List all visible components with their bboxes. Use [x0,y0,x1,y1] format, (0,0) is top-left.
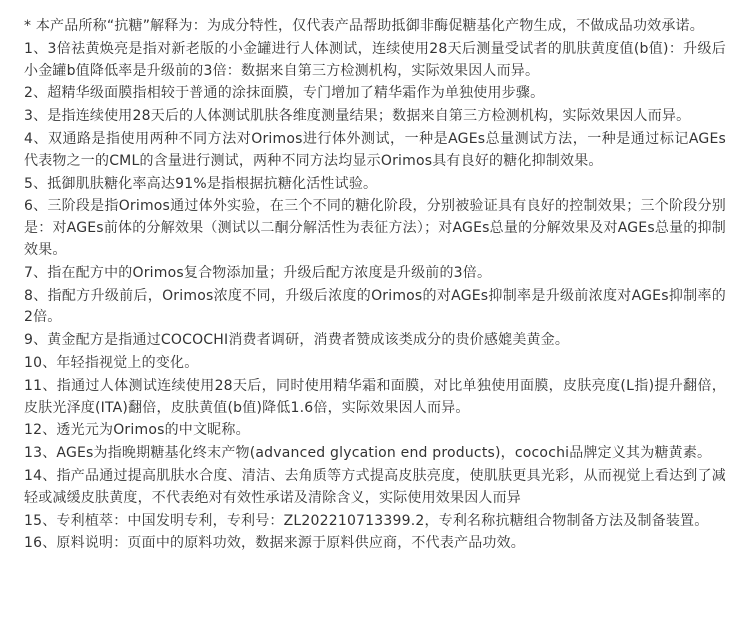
footnote-15: 15、专利植萃：中国发明专利，专利号：ZL202210713399.2，专利名称抗糖组合物制备方法及制备装置。 [24,512,709,529]
footnote-asterisk: * 本产品所称“抗糖”解释为：为成分特性，仅代表产品帮助抵御非酶促糖基化产物生成，不做成品功效承诺。 [24,18,704,34]
footnote-1: 1、3倍祛黄焕亮是指对新老版的小金罐进行人体测试，连续使用28天后测量受试者的肌肤黄度值(b值)：升级后小金罐b值降低率是升级前的3倍：数据来自第三方检测机构，实际效果因人而异。 [24,40,726,79]
footnote-7: 7、指在配方中的Orimos复合物添加量；升级后配方浓度是升级前的3倍。 [24,264,492,281]
footnote-2: 2、超精华级面膜指相较于普通的涂抹面膜，专门增加了精华霜作为单独使用步骤。 [24,85,545,102]
footnote-9: 9、黄金配方是指通过COCOCHI消费者调研，消费者赞成该类成分的贵价感媲美黄金。 [24,332,570,349]
footnote-16: 16、原料说明：页面中的原料功效，数据来源于原料供应商，不代表产品功效。 [24,535,526,552]
footnote-5: 5、抵御肌肤糖化率高达91%是指根据抗糖化活性试验。 [24,175,378,192]
footnote-6: 6、三阶段是指Orimos通过体外实验，在三个不同的糖化阶段，分别被验证具有良好的控制效果；三个阶段分别是：对AGEs前体的分解效果（测试以二酮分解活性为表征方法）；对AGEs总量的分解效果及对AGEs总量的抑制效果。 [24,198,726,258]
footnote-10: 10、年轻指视觉上的变化。 [24,354,199,371]
footnote-8: 8、指配方升级前后，Orimos浓度不同，升级后浓度的Orimos的对AGEs抑制率是升级前浓度对AGEs抑制率的2倍。 [24,287,726,326]
footnote-14: 14、指产品通过提高肌肤水合度、清洁、去角质等方式提高皮肤亮度，使肌肤更具光彩，从而视觉上看达到了减轻或减缓皮肤黄度，不代表绝对有效性承诺及清除含义，实际使用效果因人而异 [24,467,726,506]
footnote-13: 13、AGEs为指晚期糖基化终末产物(advanced glycation end products)，cocochi品牌定义其为糖黄素。 [24,445,712,462]
footnote-11: 11、指通过人体测试连续使用28天后，同时使用精华霜和面膜，对比单独使用面膜，皮肤亮度(L指)提升翻倍，皮肤光泽度(ITA)翻倍，皮肤黄值(b值)降低1.6倍，实际效果因人而异。 [24,377,726,416]
footnote-3: 3、是指连续使用28天后的人体测试肌肤各维度测量结果；数据来自第三方检测机构，实际效果因人而异。 [24,108,691,125]
footnote-12: 12、透光元为Orimos的中文昵称。 [24,422,250,439]
disclaimer-footnotes [24,16,726,556]
footnote-4: 4、双通路是指使用两种不同方法对Orimos进行体外测试，一种是AGEs总量测试方法，一种是通过标记AGEs代表物之一的CML的含量进行测试，两种不同方法均显示Orimos具有良好的糖化抑制效果。 [24,130,726,169]
